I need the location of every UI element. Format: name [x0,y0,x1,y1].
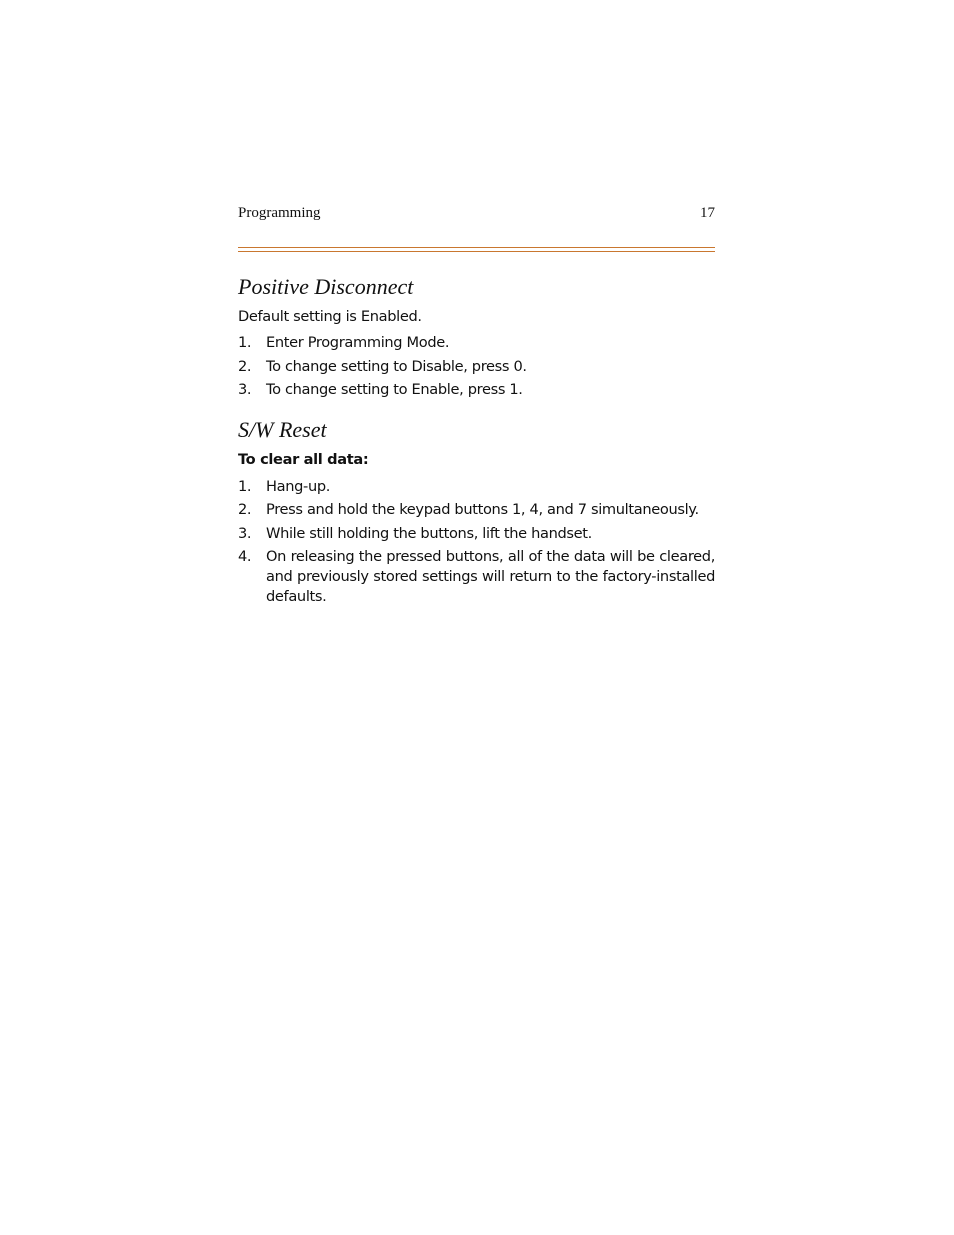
step-text: To change setting to Disable, press 0. [266,357,527,375]
positive-disconnect-steps [238,333,715,404]
list-item [238,333,715,357]
list-item [238,477,715,497]
section-title-sw-reset: S/W Reset [238,417,327,442]
list-item [238,547,715,607]
section-title-positive-disconnect: Positive Disconnect [238,274,414,299]
running-header [238,205,715,225]
header-rule-top [238,247,715,248]
header-section-name: Programming [238,205,321,221]
page-number: 17 [700,205,715,221]
step-text: To change setting to Enable, press 1. [266,381,523,398]
list-item [238,357,715,381]
default-setting-text: Default setting is Enabled. [238,308,422,325]
step-number: 1. [238,478,252,495]
list-item [238,500,715,520]
step-number: 3. [238,524,252,542]
step-text: On releasing the pressed buttons, all of the data will be cleared, and previously stored settings will return to the factory-installed defaults. [266,548,715,606]
list-item [238,380,715,404]
subheading-clear-data: To clear all data: [238,451,369,468]
step-text: While still holding the buttons, lift the handset. [266,524,592,542]
sw-reset-steps [238,477,715,611]
step-number: 4. [238,548,252,566]
step-text: Press and hold the keypad buttons 1, 4, and 7 simultaneously. [266,501,699,519]
header-rule-bottom [238,251,715,252]
step-number: 3. [238,381,252,398]
step-text: Hang-up. [266,478,331,495]
step-number: 1. [238,334,252,351]
list-item [238,524,715,544]
step-text: Enter Programming Mode. [266,334,450,351]
step-number: 2. [238,357,252,375]
step-number: 2. [238,501,252,519]
